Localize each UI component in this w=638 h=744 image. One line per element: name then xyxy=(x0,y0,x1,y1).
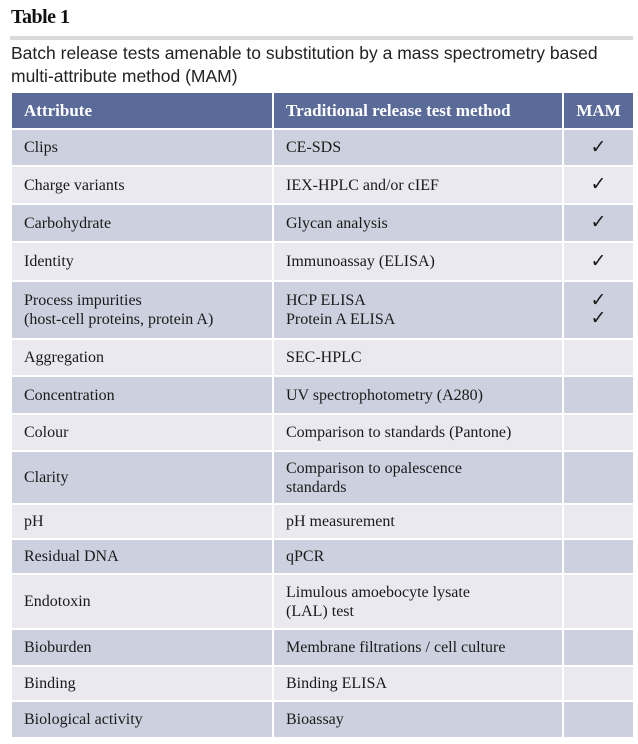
title-divider xyxy=(10,36,633,40)
attribute-cell xyxy=(11,629,273,666)
attribute-cell-text: Charge variants xyxy=(24,176,125,194)
method-cell-text: CE-SDS xyxy=(286,139,342,156)
attribute-cell-text: Aggregation xyxy=(24,349,104,366)
method-cell-text: (LAL) test xyxy=(286,602,354,620)
method-cell xyxy=(273,204,563,242)
table-row xyxy=(11,242,634,281)
mam-cell xyxy=(563,414,634,451)
mam-cell xyxy=(563,666,634,701)
table-title: Table 1 xyxy=(11,6,70,28)
mam-cell xyxy=(563,242,634,281)
method-cell-text: UV spectrophotometry (A280) xyxy=(286,386,483,404)
method-cell xyxy=(273,376,563,414)
mam-cell xyxy=(563,166,634,204)
check-icon: ✓ xyxy=(590,212,607,233)
method-cell xyxy=(273,129,563,166)
table-row xyxy=(11,539,634,574)
attribute-cell xyxy=(11,504,273,539)
method-cell-text: Comparison to opalescence xyxy=(286,459,462,477)
method-cell-text: Bioassay xyxy=(286,711,344,728)
attribute-cell xyxy=(11,666,273,701)
method-cell xyxy=(273,701,563,738)
method-cell-text: HCP ELISA xyxy=(286,292,366,309)
mam-cell xyxy=(563,339,634,376)
attribute-cell xyxy=(11,414,273,451)
attribute-cell-text: Bioburden xyxy=(24,639,92,656)
attribute-cell-text: Clips xyxy=(24,139,58,156)
header-row xyxy=(11,92,634,129)
mam-cell xyxy=(563,451,634,504)
attribute-cell-text: (host-cell proteins, protein A) xyxy=(24,311,214,328)
check-icon: ✓ xyxy=(590,136,607,158)
attribute-cell xyxy=(11,574,273,629)
mam-cell xyxy=(563,376,634,414)
table-row xyxy=(11,339,634,376)
method-cell xyxy=(273,539,563,574)
method-cell-text: standards xyxy=(286,478,347,496)
table-row xyxy=(11,204,634,242)
table-row xyxy=(11,166,634,204)
attribute-cell xyxy=(11,451,273,504)
table-row xyxy=(11,574,634,629)
header-mam: MAM xyxy=(563,92,634,129)
attribute-cell xyxy=(11,204,273,242)
table-row xyxy=(11,129,634,166)
header-attribute: Attribute xyxy=(11,92,273,129)
method-cell xyxy=(273,281,563,339)
attribute-cell-text: Biological activity xyxy=(24,711,143,728)
check-icon: ✓ xyxy=(590,174,607,195)
table-row xyxy=(11,376,634,414)
check-icon: ✓ xyxy=(590,250,607,272)
method-cell xyxy=(273,242,563,281)
method-cell xyxy=(273,666,563,701)
method-cell xyxy=(273,504,563,539)
method-cell-text: Binding ELISA xyxy=(286,675,387,692)
header-method: Traditional release test method xyxy=(273,92,563,129)
table-caption: Batch release tests amenable to substitution by a mass spectrometry based multi-attribute method (MAM) xyxy=(11,43,598,86)
method-cell xyxy=(273,339,563,376)
attribute-cell xyxy=(11,701,273,738)
attribute-cell xyxy=(11,539,273,574)
method-cell-text: Membrane filtrations / cell culture xyxy=(286,639,506,656)
check-icon: ✓ xyxy=(590,290,607,311)
attribute-cell xyxy=(11,281,273,339)
attribute-cell-text: Concentration xyxy=(24,386,115,404)
method-cell xyxy=(273,629,563,666)
method-cell-text: Protein A ELISA xyxy=(286,311,396,328)
mam-cell xyxy=(563,539,634,574)
table-row xyxy=(11,629,634,666)
mam-cell xyxy=(563,204,634,242)
method-cell-text: IEX-HPLC and/or cIEF xyxy=(286,176,439,194)
table-row xyxy=(11,451,634,504)
table-row xyxy=(11,414,634,451)
table-row xyxy=(11,504,634,539)
attribute-cell xyxy=(11,166,273,204)
mam-cell xyxy=(563,129,634,166)
method-cell xyxy=(273,414,563,451)
check-icon: ✓ xyxy=(590,308,607,329)
method-cell-text: Comparison to standards (Pantone) xyxy=(286,424,512,441)
attribute-cell-text: Process impurities xyxy=(24,292,142,309)
mam-cell xyxy=(563,574,634,629)
method-cell-text: Limulous amoebocyte lysate xyxy=(286,583,470,601)
method-cell-text: pH measurement xyxy=(286,513,395,530)
attribute-cell-text: Colour xyxy=(24,424,69,441)
method-cell-text: Immunoassay (ELISA) xyxy=(286,253,435,270)
attribute-cell-text: Clarity xyxy=(24,469,69,486)
method-cell xyxy=(273,574,563,629)
mam-cell xyxy=(563,629,634,666)
table-row xyxy=(11,701,634,738)
method-cell xyxy=(273,451,563,504)
attribute-cell-text: Identity xyxy=(24,253,74,270)
method-cell-text: SEC-HPLC xyxy=(286,349,362,366)
method-cell-text: Glycan analysis xyxy=(286,214,388,232)
mam-cell xyxy=(563,701,634,738)
table-row xyxy=(11,666,634,701)
attribute-cell xyxy=(11,242,273,281)
attribute-cell-text: pH xyxy=(24,513,44,530)
attribute-cell xyxy=(11,129,273,166)
mam-cell xyxy=(563,281,634,339)
release-tests-table xyxy=(10,91,635,739)
attribute-cell-text: Carbohydrate xyxy=(24,214,112,232)
attribute-cell xyxy=(11,376,273,414)
mam-cell xyxy=(563,504,634,539)
attribute-cell-text: Binding xyxy=(24,675,76,692)
attribute-cell xyxy=(11,339,273,376)
attribute-cell-text: Residual DNA xyxy=(24,548,119,565)
table-row xyxy=(11,281,634,339)
method-cell xyxy=(273,166,563,204)
attribute-cell-text: Endotoxin xyxy=(24,593,91,610)
method-cell-text: qPCR xyxy=(286,548,325,565)
